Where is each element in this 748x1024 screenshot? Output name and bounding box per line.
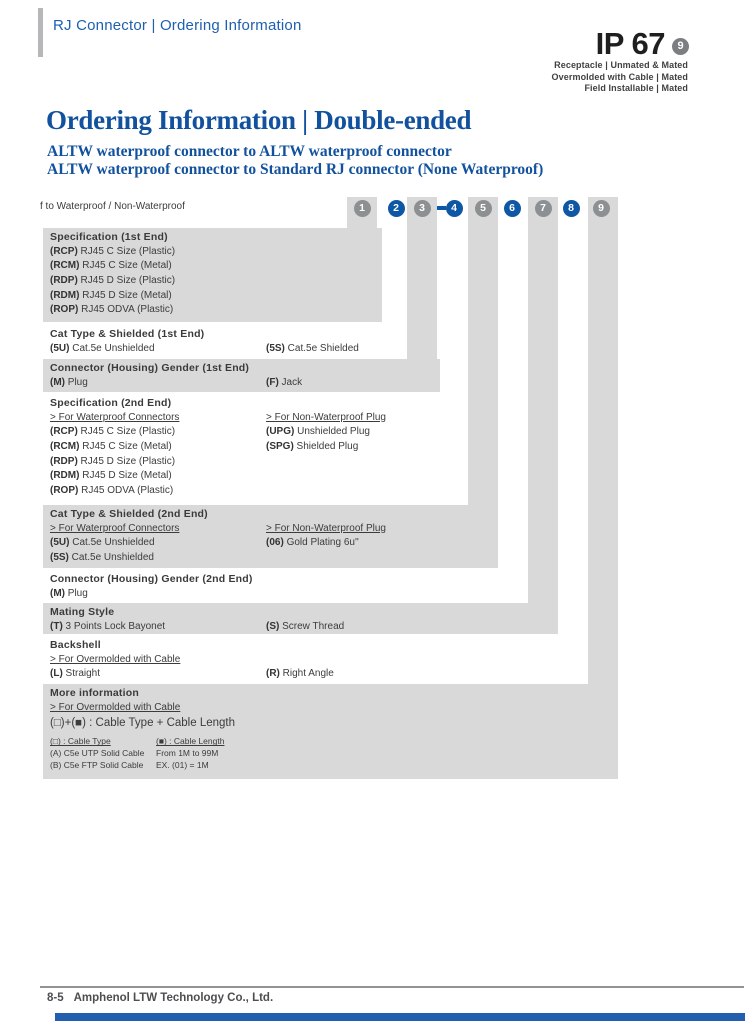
section-row [43, 653, 588, 668]
section-title: Cat Type & Shielded (1st End) [50, 328, 205, 340]
option-code: (ROP) [50, 304, 79, 316]
page-header-title: RJ Connector | Ordering Information [53, 17, 302, 34]
section-block-8 [43, 636, 588, 683]
section-cell: (F) Jack [266, 376, 303, 388]
footer-accent-bar [55, 1013, 745, 1021]
section-block-1 [43, 228, 382, 322]
section-title: More information [50, 687, 139, 699]
section-block-3 [43, 359, 440, 392]
section-row [43, 274, 382, 289]
section-cell: (5U) Cat.5e Unshielded [50, 537, 155, 549]
section-row [43, 667, 588, 682]
subtitle-line: ALTW waterproof connector to ALTW waterproof connector [47, 143, 452, 160]
option-code: (5S) [266, 342, 285, 354]
section-row [43, 551, 498, 566]
section-cell: (RDM) RJ45 D Size (Metal) [50, 470, 172, 482]
option-code: (RDM) [50, 470, 80, 482]
option-code: (RCM) [50, 260, 80, 272]
section-row [43, 342, 412, 357]
section-row [43, 747, 618, 759]
section-title: Connector (Housing) Gender (2nd End) [50, 573, 253, 585]
section-row [43, 620, 558, 635]
section-row [43, 440, 468, 455]
section-row [43, 289, 382, 304]
section-row [43, 469, 468, 484]
section-block-4 [43, 394, 468, 504]
section-cell: EX. (01) = 1M [156, 760, 209, 771]
section-title: Backshell [50, 639, 101, 651]
option-code: (RCP) [50, 426, 78, 438]
option-code: (R) [266, 668, 280, 680]
footer-text [47, 992, 273, 1004]
ip-condition-line: Overmolded with Cable | Mated [551, 71, 688, 82]
position-column-strip [528, 197, 558, 634]
section-row [43, 701, 618, 716]
section-cell: (RCM) RJ45 C Size (Metal) [50, 260, 172, 272]
option-code: (RCM) [50, 441, 80, 453]
section-row [43, 484, 468, 499]
section-cell: (L) Straight [50, 668, 101, 680]
section-block-5 [43, 505, 498, 568]
option-code: (RDP) [50, 275, 78, 287]
ip-condition-line: Receptacle | Unmated & Mated [554, 60, 688, 70]
section-row [43, 715, 618, 732]
section-row [43, 759, 618, 771]
position-circle-4: 4 [446, 200, 463, 217]
section-row [43, 735, 618, 747]
option-code: (5U) [50, 342, 70, 354]
option-code: (RCP) [50, 245, 78, 257]
position-circle-8: 8 [563, 200, 580, 217]
section-cell: > For Overmolded with Cable [50, 701, 181, 713]
section-cell: (ROP) RJ45 ODVA (Plastic) [50, 485, 174, 497]
diagram-top-label: f to Waterproof / Non-Waterproof [40, 201, 185, 212]
section-cell: From 1M to 99M [156, 748, 219, 759]
page-subtitles [47, 143, 543, 178]
section-title: Specification (1st End) [50, 231, 168, 243]
subtitle-line: ALTW waterproof connector to Standard RJ connector (None Waterproof) [47, 160, 544, 178]
section-cell: (RCP) RJ45 C Size (Plastic) [50, 245, 176, 257]
section-cell: (RCP) RJ45 C Size (Plastic) [50, 426, 176, 438]
section-row [43, 376, 440, 391]
section-cell: (SPG) Shielded Plug [266, 441, 359, 453]
section-title: Cat Type & Shielded (2nd End) [50, 508, 208, 520]
section-cell: (A) C5e UTP Solid Cable [50, 748, 145, 759]
option-code: (UPG) [266, 426, 295, 438]
option-code: (M) [50, 587, 65, 599]
section-cell: (RCM) RJ45 C Size (Metal) [50, 441, 172, 453]
option-code: (M) [50, 376, 65, 388]
option-code: (L) [50, 668, 63, 680]
section-title: Connector (Housing) Gender (1st End) [50, 362, 250, 374]
section-block-9 [43, 684, 618, 779]
ip-rating-label: IP 67 [595, 26, 665, 61]
section-cell: (06) Gold Plating 6u'' [266, 537, 359, 549]
section-cell: (5U) Cat.5e Unshielded [50, 342, 155, 354]
option-code: (F) [266, 376, 279, 388]
section-row [43, 522, 498, 537]
page-title: Ordering Information | Double-ended [46, 105, 472, 135]
option-code: (5U) [50, 537, 70, 549]
section-cell: (T) 3 Points Lock Bayonet [50, 620, 166, 632]
section-row [43, 536, 498, 551]
position-circle-3: 3 [414, 200, 431, 217]
ip-rating [596, 26, 689, 62]
option-code: (ROP) [50, 485, 79, 497]
section-cell: (5S) Cat.5e Shielded [266, 342, 359, 354]
section-row [43, 259, 382, 274]
section-cell: (□) : Cable Type [50, 736, 111, 747]
section-cell: (□)+(■) : Cable Type + Cable Length [50, 717, 235, 730]
section-row [43, 411, 468, 426]
section-cell: (M) Plug [50, 587, 88, 599]
section-row [43, 587, 528, 602]
footer-page-number: 8-5 [47, 992, 64, 1004]
section-cell: > For Overmolded with Cable [50, 653, 181, 665]
section-cell: > For Non-Waterproof Plug [266, 411, 386, 423]
section-row [43, 455, 468, 470]
section-cell: (M) Plug [50, 376, 88, 388]
section-cell: (RDP) RJ45 D Size (Plastic) [50, 455, 176, 467]
option-code: (T) [50, 620, 63, 632]
ip-condition-line: Field Installable | Mated [584, 83, 688, 93]
option-code: (5S) [50, 552, 69, 564]
ip-rating-badge: 9 [672, 38, 689, 55]
section-cell: (RDM) RJ45 D Size (Metal) [50, 289, 172, 301]
section-cell: (RDP) RJ45 D Size (Plastic) [50, 275, 176, 287]
section-cell: > For Non-Waterproof Plug [266, 522, 386, 534]
section-cell: (UPG) Unshielded Plug [266, 426, 370, 438]
footer-rule [40, 986, 744, 988]
option-code: (06) [266, 537, 284, 549]
position-circle-1: 1 [354, 200, 371, 217]
footer-company: Amphenol LTW Technology Co., Ltd. [73, 992, 274, 1004]
position-circle-2: 2 [388, 200, 405, 217]
section-row [43, 425, 468, 440]
section-cell: (R) Right Angle [266, 668, 334, 680]
option-code: (RDP) [50, 455, 78, 467]
section-cell: (■) : Cable Length [156, 736, 225, 747]
section-title: Mating Style [50, 606, 115, 618]
header-accent-bar [38, 8, 43, 57]
ip-conditions [552, 60, 688, 95]
option-code: (S) [266, 620, 280, 632]
section-cell: (S) Screw Thread [266, 620, 345, 632]
section-cell: > For Waterproof Connectors [50, 411, 180, 423]
section-block-2 [43, 325, 412, 358]
section-row [43, 303, 382, 318]
position-separator-dash [437, 206, 446, 210]
position-circle-7: 7 [535, 200, 552, 217]
section-cell: (5S) Cat.5e Unshielded [50, 552, 154, 564]
section-title: Specification (2nd End) [50, 397, 172, 409]
section-block-6 [43, 570, 528, 602]
section-cell: > For Waterproof Connectors [50, 522, 180, 534]
section-cell: (B) C5e FTP Solid Cable [50, 760, 144, 771]
position-circle-5: 5 [475, 200, 492, 217]
section-block-7 [43, 603, 558, 634]
position-circle-6: 6 [504, 200, 521, 217]
section-cell: (ROP) RJ45 ODVA (Plastic) [50, 304, 174, 316]
section-row [43, 245, 382, 260]
position-circle-9: 9 [593, 200, 610, 217]
option-code: (SPG) [266, 441, 294, 453]
option-code: (RDM) [50, 289, 80, 301]
